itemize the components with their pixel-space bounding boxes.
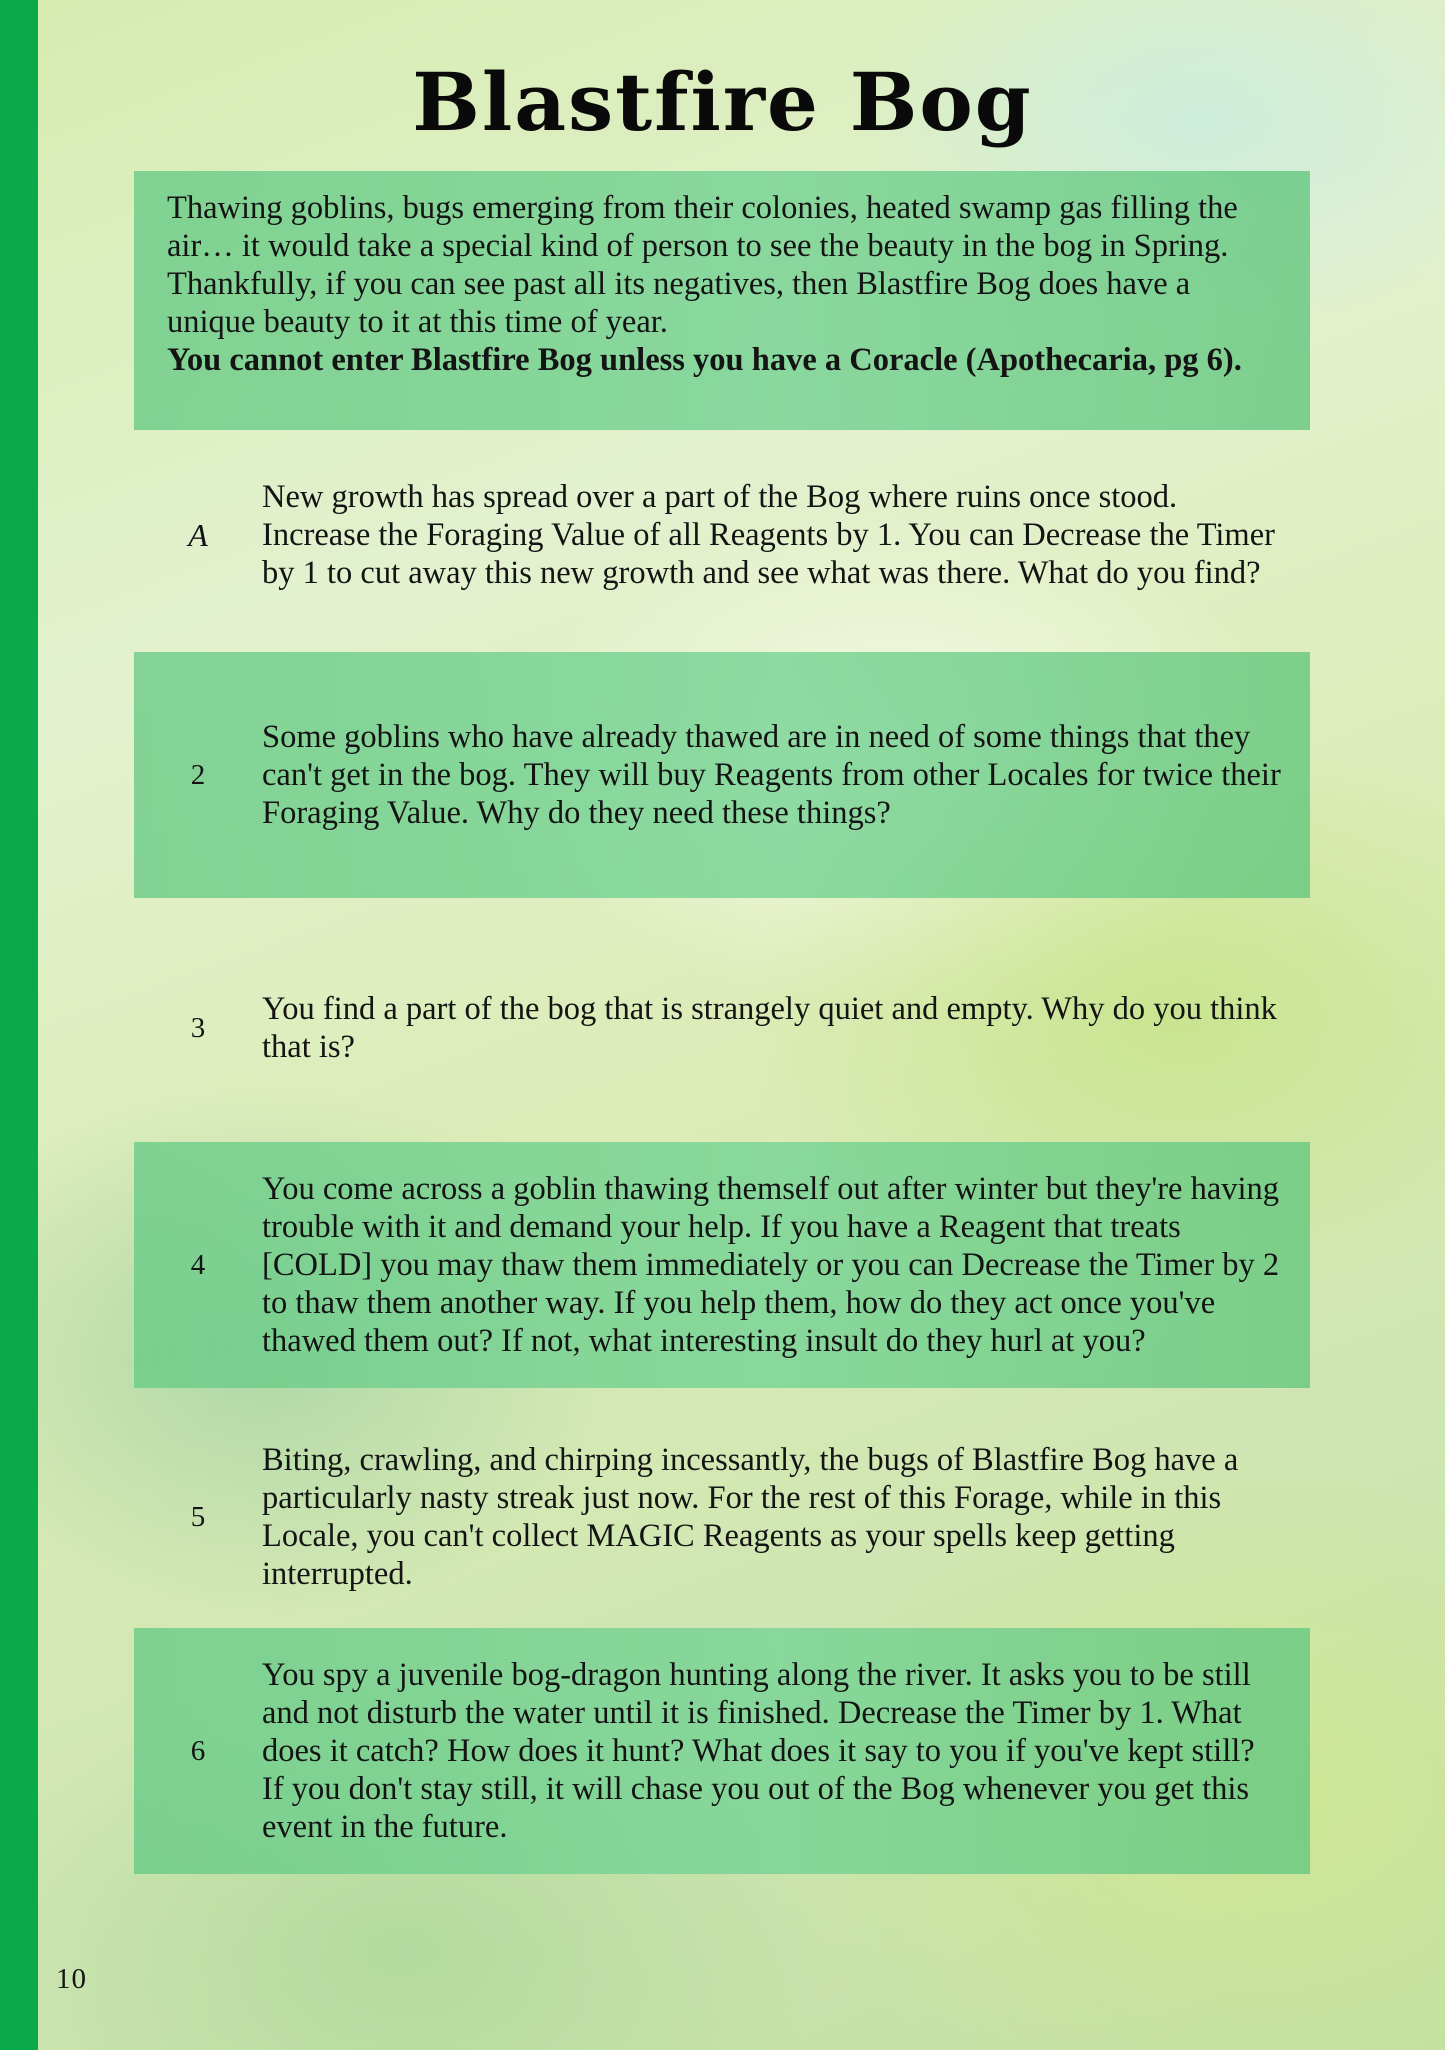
event-text: You come across a goblin thawing themself out after winter but they're having trouble with it and demand your help. If you have a Reagent that treats [COLD] you may thaw them immediately or you can Decrease the Timer by 2 to thaw them another way. If you help them, how do they act once you've thawed them out? If not, what interesting insult do they hurl at you? <box>262 1171 1280 1359</box>
event-text: You find a part of the bog that is strangely quiet and empty. Why do you think that is? <box>262 991 1277 1065</box>
event-number: 5 <box>190 1501 206 1533</box>
event-text: Biting, crawling, and chirping incessantly, the bugs of Blastfire Bog have a particularly nasty streak just now. For the rest of this Forage, while in this Locale, you can't collect MAGIC Reagents as your spells keep getting interrupted. <box>262 1442 1239 1592</box>
page-spine-bar <box>0 0 38 2050</box>
intro-box <box>134 171 1310 430</box>
event-text: New growth has spread over a part of the Bog where ruins once stood. Increase the Foraging Value of all Reagents by 1. You can Decrease the Timer by 1 to cut away this new growth and see what was there. What do you find? <box>262 479 1275 591</box>
event-row-4 <box>134 1142 1310 1388</box>
event-number: 4 <box>190 1249 206 1281</box>
event-row-a <box>134 440 1310 630</box>
page-number: 10 <box>56 1963 87 1995</box>
event-text: You spy a juvenile bog-dragon hunting along the river. It asks you to be still and not disturb the water until it is finished. Decrease the Timer by 1. What does it catch? How does it hunt? What does it say to you if you've kept still? If you don't stay still, it will chase you out of the Bog whenever you get this event in the future. <box>262 1657 1255 1845</box>
event-row-5 <box>134 1412 1310 1622</box>
event-row-6 <box>134 1628 1310 1874</box>
event-number: A <box>188 517 208 553</box>
intro-requirement-note: You cannot enter Blastfire Bog unless you have a Coracle (Apothecaria, pg 6). <box>167 342 1242 378</box>
event-number: 6 <box>190 1735 206 1767</box>
page-title: Blastfire Bog <box>412 55 1033 149</box>
event-row-2 <box>134 652 1310 898</box>
event-number: 3 <box>190 1012 206 1044</box>
intro-text: Thawing goblins, bugs emerging from their colonies, heated swamp gas filling the air… it would take a special kind of person to see the beauty in the bog in Spring. Thankfully, if you can see past all its negatives, then Blastfire Bog does have a unique beauty to it at this time of year. <box>167 190 1238 340</box>
event-row-3 <box>134 930 1310 1126</box>
event-number: 2 <box>190 759 206 791</box>
event-text: Some goblins who have already thawed are in need of some things that they can't get in the bog. They will buy Reagents from other Locales for twice their Foraging Value. Why do they need these things? <box>262 719 1281 831</box>
